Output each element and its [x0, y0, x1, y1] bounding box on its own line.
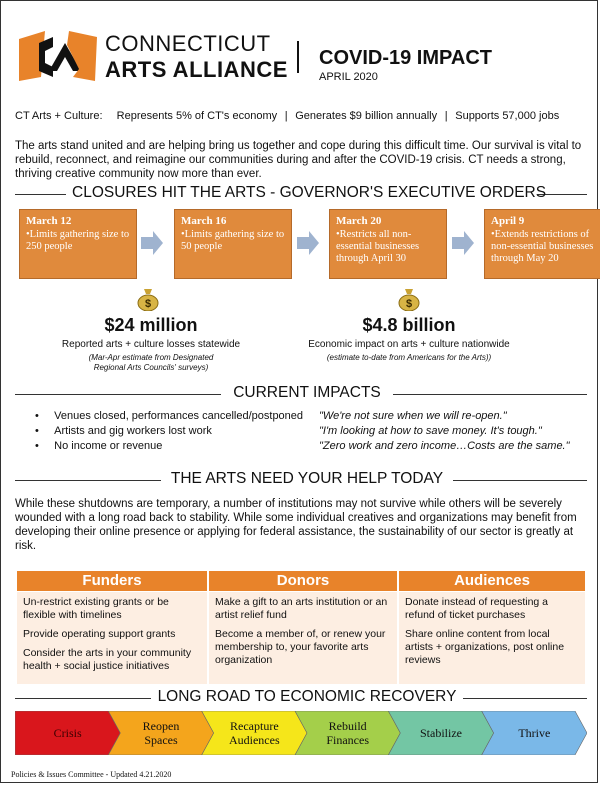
loss-amount: $24 million: [104, 315, 198, 335]
stat-jobs: Supports 57,000 jobs: [455, 110, 560, 122]
stage-line1: Crisis: [53, 726, 82, 740]
help-paragraph: While these shutdowns are temporary, a number of institutions may not survive while others will be severely wounded with a long road back to stability. While some individual creatives and organizations may benefit from developing their online presence or applying for federal assistance, the sustainability of our sector is greatly at risk.: [15, 498, 577, 552]
loss-note-line2: Regional Arts Councils' surveys): [93, 363, 209, 372]
list-item: • Venues closed, performances cancelled/postponed: [35, 410, 304, 422]
order-card-march-12: [19, 209, 137, 279]
list-item: Make a gift to an arts institution or an artist relief fund: [215, 596, 388, 621]
recovery-stage-label: [307, 719, 388, 747]
impact-note-line1: (estimate to-date from Americans for the Arts)): [326, 353, 492, 362]
recovery-stage-label: [27, 726, 108, 740]
quote: "I'm looking at how to save money. It's tough.": [319, 425, 542, 437]
recovery-stage-label: [400, 726, 481, 740]
funders-header: Funders: [17, 571, 207, 591]
stage-line1: Recapture: [230, 719, 279, 733]
recovery-title: LONG ROAD TO ECONOMIC RECOVERY: [151, 688, 463, 706]
page-title: COVID-19 IMPACT: [319, 47, 492, 69]
arts-alliance-logo-icon: [19, 31, 97, 81]
quote: "We're not sure when we will re-open.": [319, 410, 507, 422]
order-date: March 12: [26, 215, 72, 227]
order-text: •Limits gathering size to 50 people: [181, 229, 285, 252]
order-text: •Extends restrictions of non-essential businesses through May 20: [491, 229, 594, 264]
stats-line: [15, 110, 559, 122]
brand-name-line1: CONNECTICUT: [105, 31, 271, 56]
impacts-quotes: [319, 409, 570, 454]
arrow-right-icon: [141, 231, 163, 255]
impact-description: Economic impact on arts + culture nationwide: [308, 339, 510, 350]
stage-line1: Stabilize: [419, 726, 462, 740]
stage-line1: Reopen: [142, 719, 180, 733]
impact-note: [289, 353, 529, 363]
footer-note: Policies & Issues Committee - Updated 4.21.2020: [11, 770, 172, 779]
recovery-stage-label: [120, 719, 201, 747]
arrow-right-icon: [297, 231, 319, 255]
closures-title: CLOSURES HIT THE ARTS - GOVERNOR'S EXECUTIVE ORDERS: [66, 184, 538, 202]
impacts-title: CURRENT IMPACTS: [221, 384, 393, 402]
order-card-march-20: [329, 209, 447, 279]
audiences-header: Audiences: [399, 571, 585, 591]
svg-text:$: $: [144, 298, 152, 310]
stat-economy: Represents 5% of CT's economy: [116, 110, 278, 122]
list-item: Share online content from local artists + organizations, post online reviews: [405, 628, 565, 666]
stat-revenue: Generates $9 billion annually: [295, 110, 438, 122]
intro-paragraph: The arts stand united and are helping bring us together and cope during this difficult time. Our survival is vital to rebuild, reconnect, and reimagine our communities during and after the COVID-19 crisis. CT needs a strong, thriving creative community now more than ever.: [15, 140, 582, 180]
stage-line2: Spaces: [144, 733, 178, 747]
loss-note: [31, 353, 271, 373]
order-date: March 16: [181, 215, 227, 227]
loss-note-line1: (Mar-Apr estimate from Designated: [88, 353, 214, 362]
recovery-stage-label: [494, 726, 575, 740]
brand-name-line2: ARTS ALLIANCE: [105, 57, 288, 82]
audiences-column: [399, 592, 585, 684]
order-date: April 9: [491, 215, 525, 227]
order-card-april-9: [484, 209, 600, 279]
loss-description: Reported arts + culture losses statewide: [61, 339, 241, 350]
donors-header: Donors: [209, 571, 397, 591]
list-item: • No income or revenue: [35, 440, 163, 452]
stats-separator: |: [284, 110, 288, 122]
stage-line1: Rebuild: [328, 719, 367, 733]
order-card-march-16: [174, 209, 292, 279]
impacts-bullet-list: [35, 409, 303, 454]
order-text: •Restricts all non-essential businesses through April 30: [336, 229, 420, 264]
stage-line1: Thrive: [518, 726, 551, 740]
stats-separator: |: [444, 110, 448, 122]
stage-line2: Finances: [326, 733, 369, 747]
quote: "Zero work and zero income…Costs are the same.": [319, 440, 570, 452]
impact-amount: $4.8 billion: [362, 315, 456, 335]
help-title: THE ARTS NEED YOUR HELP TODAY: [161, 470, 453, 488]
money-bag-icon: [137, 287, 159, 311]
list-item: • Artists and gig workers lost work: [35, 425, 212, 437]
list-item: Donate instead of requesting a refund of ticket purchases: [405, 596, 549, 621]
donors-column: [209, 592, 397, 684]
stage-line2: Audiences: [228, 733, 280, 747]
list-item: Un-restrict existing grants or be flexible with timelines: [23, 596, 169, 621]
list-item: Consider the arts in your community health + social justice initiatives: [23, 647, 192, 672]
stats-label: CT Arts + Culture:: [15, 110, 103, 122]
order-text: •Limits gathering size to 250 people: [26, 229, 130, 252]
funders-column: [17, 592, 207, 684]
recovery-stage-label: [214, 719, 295, 747]
arrow-right-icon: [452, 231, 474, 255]
order-date: March 20: [336, 215, 382, 227]
header-divider: [297, 41, 299, 73]
svg-text:$: $: [405, 298, 413, 310]
page-date: APRIL 2020: [319, 71, 378, 83]
list-item: Become a member of, or renew your membership to, your favorite arts organization: [215, 628, 386, 666]
list-item: Provide operating support grants: [23, 628, 176, 640]
money-bag-icon: [398, 287, 420, 311]
